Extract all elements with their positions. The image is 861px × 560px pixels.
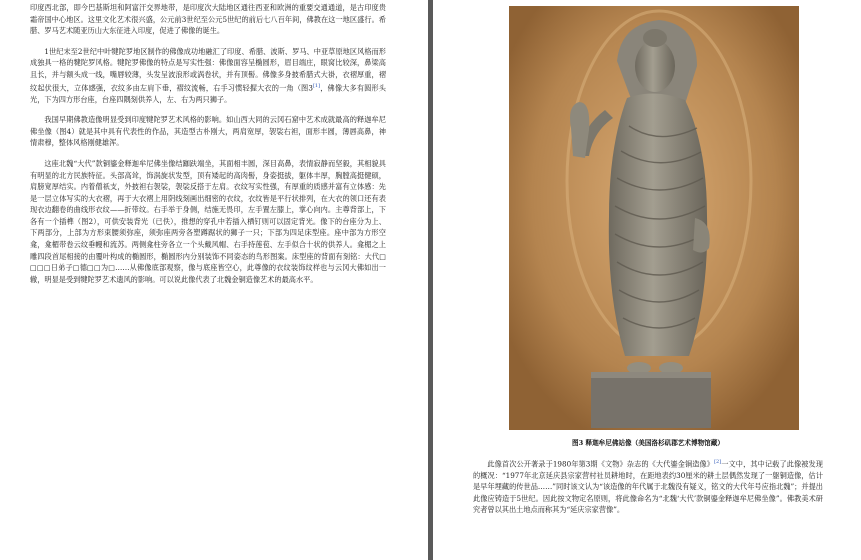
paragraph-4: 这座北魏“大代”款铜鎏金释迦牟尼佛坐像结跏趺端坐，其面相丰圆，深目高鼻，表情寂静而坚毅，其相貌具有明显的北方民族特征。头部高耸，饰涡旋状发型，顶有矮起的高肉髻，身姿挺拔，躯体丰厚，胸膛高挺健硕，肩膀宽厚结实。内着僧祇支，外披袒右袈裟，袈裟反搭于左肩。衣纹写实性强，有厚重的质感并富有立体感：先是一层立体写实的大衣褶，再于大衣褶上用阴线刻画出细密的衣纹，衣纹皆是平行状排列，在大衣的领口还有表现衣边翻卷的曲线形衣纹——折带纹。右手举于身侧，结施无畏印，左手置左膝上，掌心向内。主尊背部上，下各有一个插榫（图2），可供安装背光（已佚），推想的穿孔中若插入栖钉则可以固定背光。像下的台座分为上、下两部分，上部为方形束腰须弥座，须弥座两旁各塑蹲踞状的狮子一只；下部为四足床型座。座中部为方形空龛，龛楣带卷云纹垂幔和流苏。两侧龛柱旁各立一个头戴风帽、右手持莲苞、左手似合十状的供养人。龛楣之上雕四段首尾相接的由覆叶构成的椭圆形，椭圆形内分别装饰不同姿态的鸟形图案。床型座的背面有刻铭：大代□□□□日弟子□德□□为□……从佛像底部观察，像与底座皆空心，此尊像的衣纹装饰纹样也与云冈大佛如出一辙，明显是受到犍陀罗艺术遗风的影响。可以说此像代表了北魏金铜造像艺术的最高水平。 bbox=[30, 158, 386, 284]
figure-caption: 图3 释迦牟尼佛站像（美国洛杉矶郡艺术博物馆藏） bbox=[572, 439, 724, 447]
right-text-block bbox=[473, 457, 823, 524]
reference-link-2[interactable]: [2] bbox=[714, 459, 722, 465]
reference-link-1[interactable]: [1] bbox=[312, 82, 321, 89]
paragraph-5-head: 此像首次公开著录于1980年第3期《文物》杂志的《大代鎏金铜造像》 bbox=[487, 459, 715, 469]
paragraph-3: 我国早期佛教造像明显受到印度犍陀罗艺术风格的影响。如山西大同的云冈石窟中艺术成就最高的释迦牟尼佛坐像（图4）就是其中具有代表性的作品，其造型古朴刚大，两肩宽厚，袈裟右袒，面形丰圆，薄唇高鼻，神情肃穆，整体风格刚健雄浑。 bbox=[30, 115, 386, 148]
paragraph-5 bbox=[473, 457, 823, 515]
paragraph-2 bbox=[30, 46, 386, 105]
paragraph-2-tail: ，佛像大多有圆形头光，下为四方形台座，台座四隅刻供养人，左、右为两只狮子。 bbox=[30, 82, 386, 104]
standing-buddha-statue-image bbox=[509, 6, 799, 430]
paragraph-5-tail: 一文中，其中记载了此像被发现的概况：“1977年北京延庆县宗家营村社员耕地时，在距地表约30厘米的耕土层偶然发现了一躯铜造像，估计是早年埋藏的传世品……”同时该文认为“该造像的年代属于北魏没有疑义，铭文的大代年号应指北魏”；并提出此像应铸造于5世纪。因此按文物定名原则，将此像命名为“北魏‘大代’款铜鎏金释迦牟尼佛坐像”。佛教美术研究者曾以其出土地点而称其为“延庆宗家营像”。 bbox=[473, 459, 823, 515]
left-page bbox=[0, 0, 428, 560]
paragraph-2-text: 1世纪末至2世纪中叶犍陀罗地区制作的佛像成功地融汇了印度、希腊、波斯、罗马、中亚草原地区风格而形成独具一格的犍陀罗风格。犍陀罗佛像的特点是写实性强：佛像面容呈椭圆形，眉目端庄，眼窝比较深，鼻梁高且长，并与额头成一线，嘴唇较薄，头发呈波浪形或涡卷状，并有顶髻。佛像多身披希腊式大褂，衣褶厚重，褶纹起伏很大，立体感强，衣纹多由左肩下垂，褶纹流畅，右手习惯轻握大衣的一角（图3 bbox=[30, 46, 386, 92]
paragraph-1: 印度西北部，即今巴基斯坦和阿富汗交界地带，是印度次大陆地区通往西亚和欧洲的重要交通通道，是古印度贵霜帝国中心地区。这里文化艺术很兴盛，公元前3世纪至公元5世纪的前后七八百年间，佛教在这一地区盛行。希腊、罗马艺术随亚历山大东征进入印度，促进了佛像的诞生。 bbox=[30, 3, 386, 36]
right-page bbox=[433, 0, 861, 560]
